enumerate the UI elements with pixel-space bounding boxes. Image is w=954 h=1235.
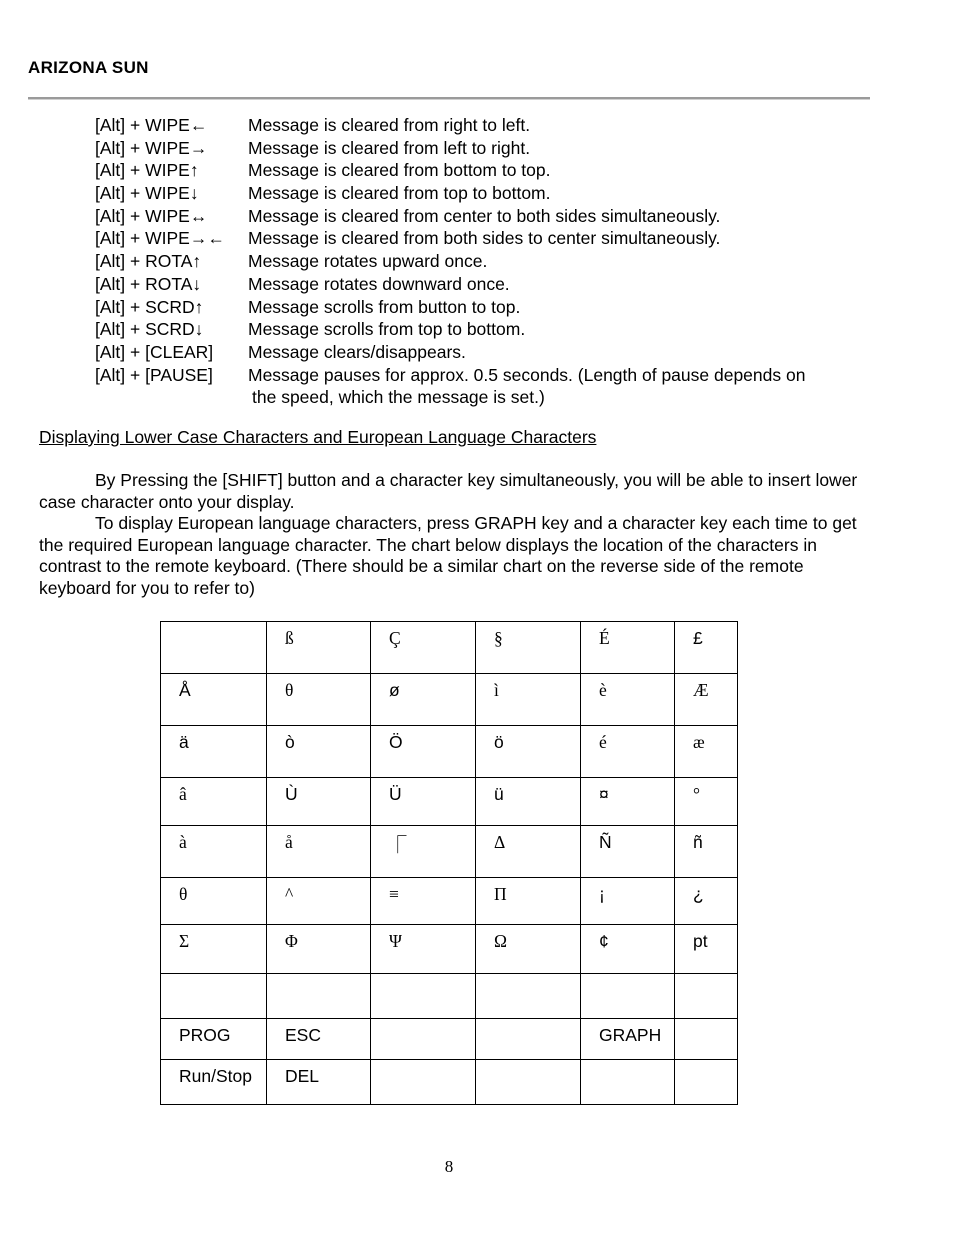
chart-cell-text: pt	[693, 931, 708, 951]
chart-cell-text	[675, 974, 737, 980]
chart-cell	[267, 1019, 371, 1060]
chart-cell-text: Run/Stop	[179, 1066, 252, 1086]
chart-cell	[371, 974, 476, 1019]
chart-cell-text: ^	[285, 884, 294, 904]
chart-cell-text	[581, 1060, 674, 1066]
chart-cell	[675, 878, 738, 925]
section-title: Displaying Lower Case Characters and European Language Characters	[39, 427, 597, 447]
chart-cell-text: Σ	[179, 931, 190, 951]
command-row	[95, 159, 895, 182]
chart-cell	[581, 674, 675, 726]
chart-cell	[476, 925, 581, 974]
chart-cell-text: Δ	[494, 832, 506, 852]
chart-cell-text	[476, 1060, 580, 1066]
chart-cell-text: Π	[494, 884, 507, 904]
chart-cell	[161, 778, 267, 826]
chart-cell	[267, 925, 371, 974]
command-description: Message rotates upward once.	[248, 251, 488, 272]
chart-cell-text: GRAPH	[599, 1025, 662, 1045]
chart-cell	[267, 878, 371, 925]
chart-cell-text: Φ	[285, 931, 298, 951]
chart-cell	[675, 622, 738, 674]
paragraph-shift	[39, 470, 869, 513]
chart-cell-text: PROG	[179, 1025, 231, 1045]
chart-cell	[161, 878, 267, 925]
chart-cell	[161, 1060, 267, 1105]
chart-cell	[476, 726, 581, 778]
chart-cell	[371, 878, 476, 925]
chart-cell-text: å	[285, 832, 293, 852]
header-rule	[28, 97, 870, 100]
chart-cell	[371, 1019, 476, 1060]
command-key: [Alt] + [CLEAR]	[95, 341, 214, 362]
chart-cell	[581, 878, 675, 925]
command-row	[95, 296, 895, 319]
chart-cell-text: ß	[285, 628, 294, 648]
command-row	[95, 182, 895, 205]
command-key: [Alt] + SCRD↑	[95, 296, 204, 317]
chart-cell	[581, 826, 675, 878]
command-description: Message is cleared from bottom to top.	[248, 160, 551, 181]
chart-cell	[675, 778, 738, 826]
character-chart	[160, 621, 738, 1105]
chart-cell-text: Ö	[389, 732, 403, 752]
command-description: Message clears/disappears.	[248, 341, 466, 362]
chart-cell	[371, 1060, 476, 1105]
chart-cell-text	[581, 974, 674, 980]
command-key: [Alt] + WIPE→←	[95, 228, 225, 249]
command-key: [Alt] + SCRD↓	[95, 319, 204, 340]
command-description: Message scrolls from button to top.	[248, 296, 521, 317]
chart-cell	[675, 826, 738, 878]
chart-cell	[161, 826, 267, 878]
chart-cell	[581, 778, 675, 826]
chart-cell	[161, 674, 267, 726]
chart-row	[161, 1019, 738, 1060]
command-key: [Alt] + WIPE↑	[95, 160, 199, 181]
chart-cell	[371, 726, 476, 778]
chart-cell	[581, 1019, 675, 1060]
chart-cell-text: à	[179, 832, 187, 852]
chart-cell	[267, 622, 371, 674]
chart-cell-text: ¢	[599, 931, 609, 951]
chart-cell	[675, 1019, 738, 1060]
chart-cell-text	[161, 974, 266, 980]
chart-cell	[476, 622, 581, 674]
chart-row	[161, 974, 738, 1019]
chart-cell	[476, 674, 581, 726]
chart-cell	[267, 974, 371, 1019]
command-key: [Alt] + WIPE→	[95, 137, 208, 158]
chart-cell	[581, 974, 675, 1019]
chart-cell	[581, 726, 675, 778]
command-key: [Alt] + ROTA↓	[95, 273, 202, 294]
chart-cell-text: ≡	[389, 884, 399, 904]
chart-cell-text: ø	[389, 680, 400, 700]
chart-cell-text: ì	[494, 680, 499, 700]
chart-cell-text: Ñ	[599, 832, 612, 852]
chart-cell-text: ¿	[693, 884, 704, 904]
paragraph-graph	[39, 513, 869, 599]
chart-cell-text: ä	[179, 732, 189, 752]
chart-cell	[161, 622, 267, 674]
chart-cell-text: ¡	[599, 884, 605, 904]
chart-cell-text: Æ	[693, 680, 709, 700]
command-description: Message is cleared from right to left.	[248, 115, 531, 135]
chart-cell-text	[267, 974, 370, 980]
command-list	[95, 114, 895, 409]
chart-cell-text: Ù	[285, 784, 298, 804]
chart-cell	[675, 925, 738, 974]
chart-cell-text: Ω	[494, 931, 508, 951]
command-key: [Alt] + WIPE↔	[95, 205, 208, 226]
command-row	[95, 364, 895, 387]
chart-cell-text	[476, 1019, 580, 1025]
chart-cell	[371, 674, 476, 726]
command-key: [Alt] + WIPE←	[95, 115, 208, 135]
chart-cell	[371, 622, 476, 674]
chart-cell-text: §	[494, 628, 503, 648]
chart-cell	[371, 826, 476, 878]
chart-cell	[675, 974, 738, 1019]
chart-cell	[675, 726, 738, 778]
command-row	[95, 205, 895, 228]
command-description: Message is cleared from left to right.	[248, 137, 531, 158]
command-description: Message is cleared from center to both sides simultaneously.	[248, 205, 721, 226]
chart-cell-text: Å	[179, 680, 191, 700]
chart-cell-text: ö	[494, 732, 504, 752]
chart-cell	[161, 925, 267, 974]
chart-cell	[267, 778, 371, 826]
command-row	[95, 341, 895, 364]
chart-cell-text: æ	[693, 732, 705, 752]
chart-row	[161, 674, 738, 726]
chart-cell	[675, 674, 738, 726]
command-key: [Alt] + ROTA↑	[95, 251, 202, 272]
command-row	[95, 318, 895, 341]
chart-cell-text	[371, 974, 475, 980]
chart-cell-text: £	[693, 628, 703, 648]
chart-cell	[371, 925, 476, 974]
chart-cell-text: °	[693, 784, 700, 804]
chart-row	[161, 1060, 738, 1105]
chart-cell	[476, 1060, 581, 1105]
command-row	[95, 250, 895, 273]
chart-cell-text	[371, 1060, 475, 1066]
chart-cell-text: è	[599, 680, 607, 700]
command-description: Message rotates downward once.	[248, 273, 510, 294]
chart-cell	[581, 925, 675, 974]
command-row	[95, 114, 895, 137]
chart-cell-text: É	[599, 628, 610, 648]
chart-cell	[161, 974, 267, 1019]
chart-cell-text: ñ	[693, 832, 703, 852]
chart-cell	[581, 1060, 675, 1105]
chart-cell	[476, 974, 581, 1019]
chart-cell	[267, 674, 371, 726]
chart-cell-text	[476, 974, 580, 980]
chart-cell-text: ⎾	[389, 835, 407, 855]
command-row	[95, 273, 895, 296]
chart-cell	[267, 726, 371, 778]
command-key: [Alt] + WIPE↓	[95, 183, 199, 204]
chart-cell-text: ò	[285, 732, 295, 752]
chart-cell-text	[675, 1019, 737, 1025]
paragraph-text: By Pressing the [SHIFT] button and a character key simultaneously, you will be able to insert lower case character onto your display.	[39, 470, 858, 512]
chart-cell	[371, 778, 476, 826]
chart-row	[161, 726, 738, 778]
chart-cell-text: θ	[285, 680, 294, 700]
chart-cell-text: â	[179, 784, 187, 804]
chart-cell	[476, 878, 581, 925]
chart-cell	[581, 622, 675, 674]
chart-cell-text: ¤	[599, 784, 609, 804]
chart-row	[161, 925, 738, 974]
command-description: Message pauses for approx. 0.5 seconds. (Length of pause depends on	[248, 364, 806, 385]
chart-cell	[267, 1060, 371, 1105]
chart-cell	[476, 1019, 581, 1060]
chart-cell	[161, 1019, 267, 1060]
chart-cell-text	[371, 1019, 475, 1025]
page-number: 8	[444, 1157, 454, 1176]
chart-cell-text: é	[599, 732, 607, 752]
document-header: ARIZONA SUN	[28, 58, 149, 77]
chart-cell	[267, 826, 371, 878]
paragraph-text: To display European language characters, press GRAPH key and a character key each time to get the required European language character. The chart below displays the location of the characters in contrast to the remote keyboard. (There should be a similar chart on the reverse side of the remote keyboard for you to refer to)	[39, 513, 857, 598]
chart-row	[161, 826, 738, 878]
command-key: [Alt] + [PAUSE]	[95, 364, 213, 385]
chart-cell-text: θ	[179, 884, 188, 904]
command-row	[95, 137, 895, 160]
chart-cell-text: ü	[494, 784, 504, 804]
command-row	[95, 227, 895, 250]
chart-cell-text: DEL	[285, 1066, 320, 1086]
command-description: Message is cleared from both sides to center simultaneously.	[248, 228, 721, 249]
chart-cell	[476, 778, 581, 826]
chart-row	[161, 878, 738, 925]
chart-row	[161, 622, 738, 674]
chart-cell-text	[675, 1060, 737, 1066]
chart-cell-text	[161, 622, 266, 628]
command-description: Message scrolls from top to bottom.	[248, 319, 526, 340]
chart-cell-text: ESC	[285, 1025, 321, 1045]
chart-cell-text: Ü	[389, 784, 402, 804]
chart-cell	[675, 1060, 738, 1105]
command-row-continuation	[95, 386, 895, 409]
chart-row	[161, 778, 738, 826]
chart-cell	[161, 726, 267, 778]
chart-cell-text: Ψ	[389, 931, 402, 951]
command-description: Message is cleared from top to bottom.	[248, 183, 551, 204]
chart-cell-text: Ç	[389, 628, 401, 648]
command-description-continuation: the speed, which the message is set.)	[252, 387, 545, 408]
chart-cell	[476, 826, 581, 878]
